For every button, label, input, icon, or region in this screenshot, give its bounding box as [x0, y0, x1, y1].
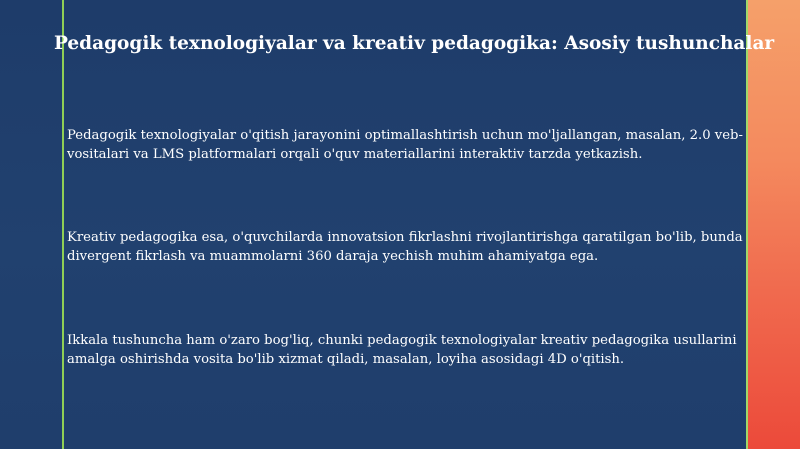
left-accent-line: [62, 0, 64, 449]
right-gradient-panel: [746, 0, 800, 449]
paragraph-creative-pedagogy: Kreativ pedagogika esa, o'quvchilarda innovatsion fikrlashni rivojlantirishga qaratilgan bo'lib, bunda divergent fikrlash va muammolarni 360 daraja yechish muhim ahamiyatga ega.: [67, 230, 743, 264]
paragraph-pedagogical-technologies: Pedagogik texnologiyalar o'qitish jarayonini optimallashtirish uchun mo'ljallangan, masalan, 2.0 veb-vositalari va LMS platformalari orqali o'quv materiallarini interaktiv tarzda yetkazish.: [67, 128, 743, 162]
slide-title: Pedagogik texnologiyalar va kreativ pedagogika: Asosiy tushunchalar: [54, 33, 775, 54]
right-accent-line: [746, 0, 748, 449]
paragraph-relationship: Ikkala tushuncha ham o'zaro bog'liq, chunki pedagogik texnologiyalar kreativ pedagogika usullarini amalga oshirishda vosita bo'lib xizmat qiladi, masalan, loyiha asosidagi 4D o'qitish.: [67, 333, 737, 367]
